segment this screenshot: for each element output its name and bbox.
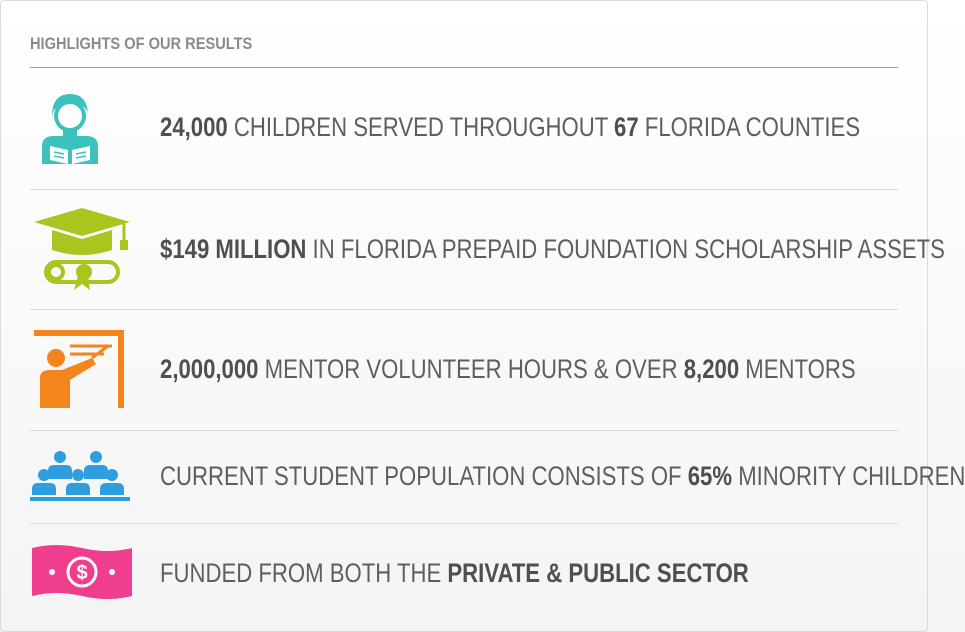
result-row-funding <box>30 524 898 624</box>
money-bill-icon <box>30 542 134 604</box>
result-text: 2,000,000 MENTOR VOLUNTEER HOURS & OVER 8,200 MENTORS <box>160 354 856 384</box>
result-row-mentor-hours <box>30 310 898 431</box>
result-text: CURRENT STUDENT POPULATION CONSISTS OF 65% MINORITY CHILDREN <box>160 461 965 491</box>
svg-text:$: $ <box>76 562 88 584</box>
result-text: FUNDED FROM BOTH THE PRIVATE & PUBLIC SECTOR <box>160 558 749 588</box>
mentor-at-board-icon <box>30 328 130 412</box>
student-reading-icon <box>30 86 110 166</box>
result-text: $149 MILLION IN FLORIDA PREPAID FOUNDATION SCHOLARSHIP ASSETS <box>160 234 945 264</box>
result-text: 24,000 CHILDREN SERVED THROUGHOUT 67 FLORIDA COUNTIES <box>160 112 861 142</box>
graduation-cap-diploma-icon <box>30 206 134 292</box>
student-group-icon <box>30 449 134 505</box>
section-heading: HIGHLIGHTS OF OUR RESULTS <box>30 34 253 53</box>
result-row-scholarship-assets <box>30 190 945 310</box>
result-row-student-population <box>30 431 965 524</box>
result-row-children-served <box>30 68 898 190</box>
